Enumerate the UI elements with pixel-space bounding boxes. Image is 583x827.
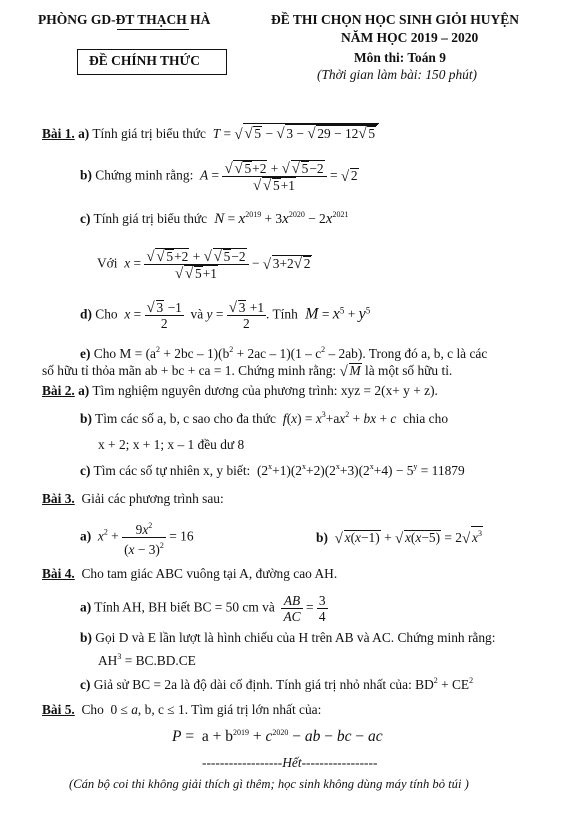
bai3-title: Bài 3. — [42, 491, 75, 506]
bai3-title-line: Bài 3. Giải các phương trình sau: — [42, 491, 224, 506]
bai2-b-line: b) Tìm các số a, b, c sao cho đa thức $f(x) = x^3+ax^2$ + bx + c chia cho — [80, 410, 449, 427]
bai4-a-line: a) Tính AH, BH biết BC = 50 cm và $\frac{AB}{AC}$ = $\frac{3}{4}$ — [80, 593, 326, 624]
bai4-b-line: b) Gọi D và E lần lượt là hình chiếu của H trên AB và AC. Chứng minh rằng: — [80, 630, 496, 645]
school-year: NĂM HỌC 2019 – 2020 — [341, 30, 479, 45]
bai2-b-line2: x + 2; x + 1; x – 1 đều dư 8 — [98, 437, 245, 452]
bai2-a-line: Bài 2. a) Tìm nghiệm nguyên dương của phương trình: xyz = 2(x+ y + z). — [42, 383, 438, 398]
bai3-b-line: b) √ x(x−1) + √ x(x−5) = 2√ $x^3$ — [316, 526, 483, 546]
nested-radical: √ √ 5 − √ 3 − √ 29 − 12√ 5 — [234, 123, 379, 142]
bai1-d-line: d) Cho x = √ $\frac{3 -1}{2}$ và y = √ $\frac{3 +1}{2}$ . Tính $M = x^5 + y^5$ — [80, 300, 370, 331]
official-label: ĐỀ CHÍNH THỨC — [89, 53, 201, 68]
bai1-a-line: Bài 1. a) Tính giá trị biểu thức T = √ √ 5 − √ 3 − √ 29 − 12√ 5 — [42, 123, 379, 142]
bai1-title: Bài 1. — [42, 126, 75, 141]
bai1-c-with: Với x = √ √ 5+2 + √ √ 5−2 √ √ 5+1 − √ 3+2√ 2 — [97, 248, 312, 281]
bai4-b-line2: $AH^3 = BC.BD.CE$ — [98, 652, 196, 668]
end-marker: ------------------Hết----------------- — [202, 755, 378, 770]
exam-title: ĐỀ THI CHỌN HỌC SINH GIỎI HUYỆN — [271, 12, 520, 27]
bai2-title: Bài 2. — [42, 383, 75, 398]
bai5-title-line: Bài 5. Cho 0 ≤ a, b, c ≤ 1. Tìm giá trị lớn nhất của: — [42, 702, 322, 717]
bai1-e-line2: số hữu tỉ thỏa mãn ab + bc + ca = 1. Chứng minh rằng: √ M là một số hữu tỉ. — [42, 363, 452, 379]
bai1-e-line1: e) Cho $M = (a^2 + 2bc - 1)(b^2 + 2ac - 1)(1 - c^2 - 2ab)$. Trong đó a, b, c là các — [80, 345, 488, 361]
bai4-c-line: c) Giả sử BC = 2a là độ dài cố định. Tính giá trị nhỏ nhất của: $BD^2 + CE^2$ — [80, 676, 474, 692]
bai1-c-line: c) Tính giá trị biểu thức $N = x^{2019} + 3x^{2020} - 2x^{2021}$ — [80, 210, 349, 227]
footer-note: (Cán bộ coi thi không giải thích gì thêm; học sinh không dùng máy tính bỏ túi ) — [69, 777, 469, 791]
bai5-title: Bài 5. — [42, 702, 75, 717]
subject: Môn thi: Toán 9 — [354, 50, 446, 65]
bai1-b-line: b) Chứng minh rằng: A = √ √ 5+2 + √ √ 5−2 √ √ 5+1 = √ 2 — [80, 160, 359, 193]
bai3-a-line: a) $x^2$ + $\frac{9x^2}{(x - 3)^2}$ = 16 — [80, 518, 194, 557]
bai2-c-line: c) Tìm các số tự nhiên x, y biết: $(2^x+1)(2^x+2)(2^x+3)(2^x+4) - 5^y = 11879$ — [80, 462, 465, 478]
bai4-title: Bài 4. — [42, 566, 75, 581]
office-name: PHÒNG GD-ĐT THẠCH HÀ — [38, 12, 211, 27]
bai5-expression: $P = a + b^{2019} + c^{2020}$ − ab − bc − ac — [172, 728, 383, 745]
header-underline — [117, 29, 189, 30]
time-limit: (Thời gian làm bài: 150 phút) — [317, 67, 478, 82]
bai4-title-line: Bài 4. Cho tam giác ABC vuông tại A, đường cao AH. — [42, 566, 338, 581]
